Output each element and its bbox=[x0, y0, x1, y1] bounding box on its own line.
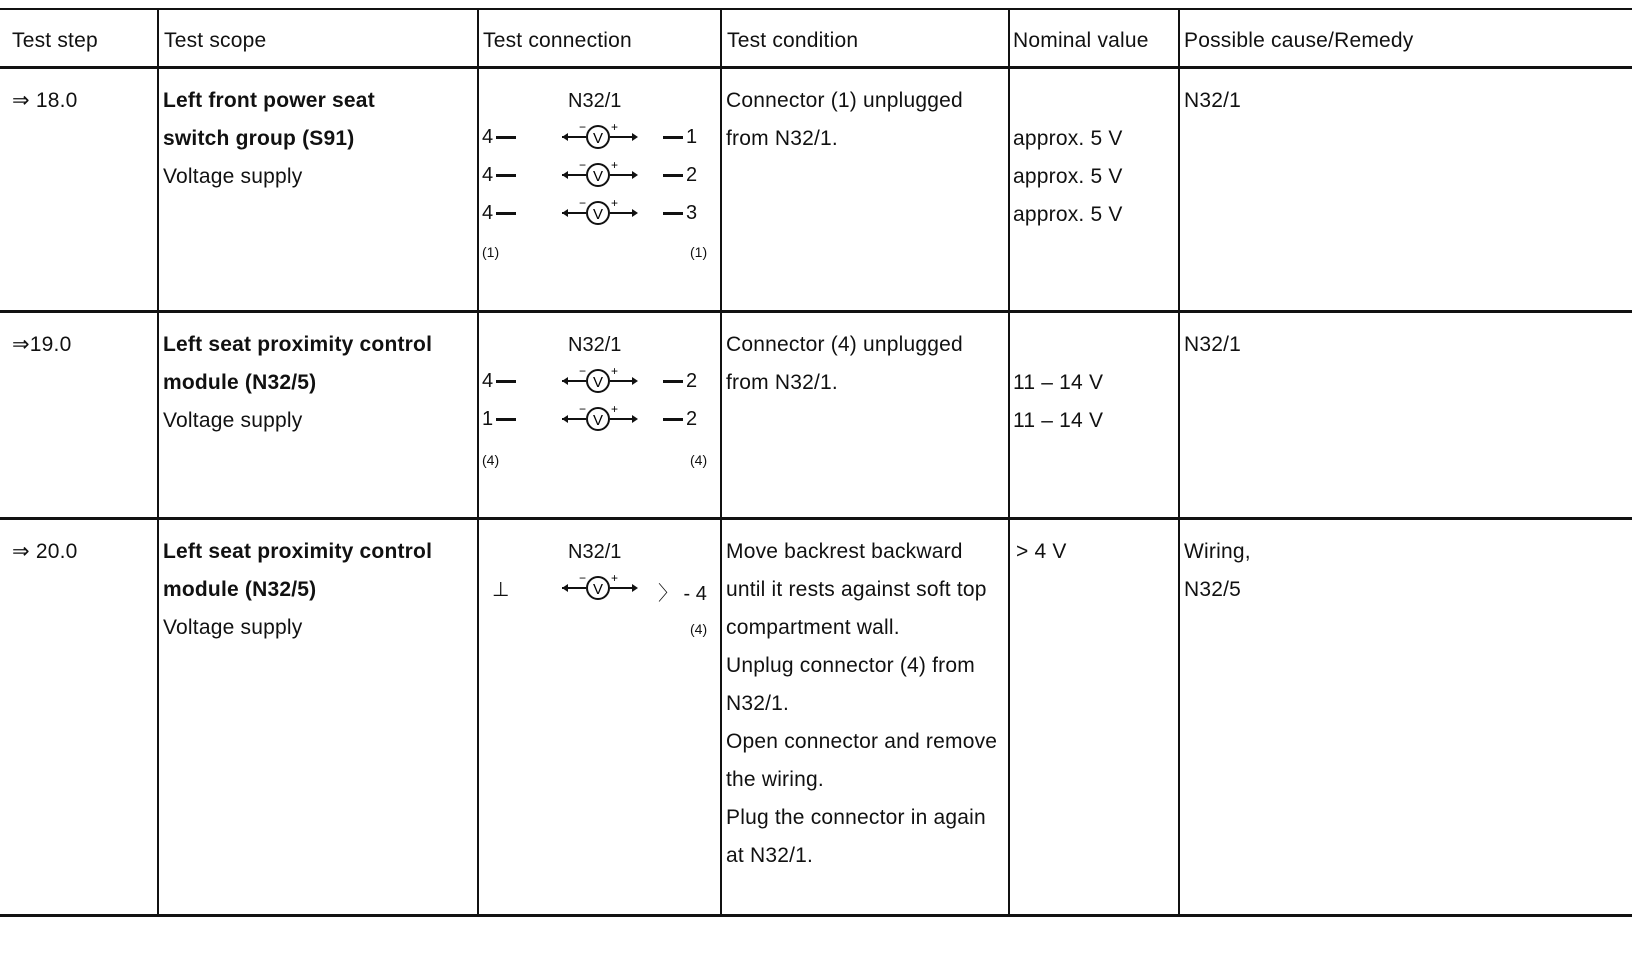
row3-scope-title-1: Left seat proximity control bbox=[163, 540, 433, 563]
row3-remedy-2: N32/5 bbox=[1184, 578, 1242, 601]
row1-scope-title-2: switch group (S91) bbox=[163, 127, 355, 150]
row3-scope bbox=[163, 533, 432, 647]
row2-pin1-left: 4 bbox=[482, 370, 519, 393]
header-remedy: Possible cause/Remedy bbox=[1184, 29, 1414, 52]
row2-scope bbox=[163, 326, 432, 440]
svg-text:V: V bbox=[592, 130, 604, 147]
row1-nominal-2: approx. 5 V bbox=[1013, 165, 1123, 188]
svg-text:+: + bbox=[611, 122, 619, 134]
row3-nominal bbox=[1016, 533, 1067, 571]
svg-text:V: V bbox=[592, 168, 604, 185]
header-nominal-value: Nominal value bbox=[1013, 29, 1149, 52]
svg-text:V: V bbox=[592, 581, 604, 598]
svg-text:V: V bbox=[592, 374, 604, 391]
row2-nominal-1: 11 – 14 V bbox=[1013, 371, 1104, 394]
row2-condition-line-2: from N32/1. bbox=[726, 371, 838, 394]
row3-remedy-1: Wiring, bbox=[1184, 540, 1251, 563]
row3-condition-line-6: Open connector and remove bbox=[726, 730, 998, 753]
row1-pin3-left: 4 bbox=[482, 202, 519, 225]
row1-conn-left-label: (1) bbox=[482, 244, 500, 260]
voltmeter-icon bbox=[558, 198, 642, 228]
row1-nominal bbox=[1013, 120, 1123, 234]
col-rule-1 bbox=[157, 8, 159, 917]
row1-pin3-right: 3 bbox=[660, 202, 697, 225]
row1-step: ⇒ 18.0 bbox=[12, 89, 78, 112]
row1-condition-line-1: Connector (1) unplugged bbox=[726, 89, 963, 112]
row3-remedy bbox=[1184, 533, 1251, 609]
row3-condition bbox=[726, 533, 997, 875]
row1-remedy-1: N32/1 bbox=[1184, 89, 1242, 112]
row1-remedy bbox=[1184, 82, 1241, 120]
row1-nominal-1: approx. 5 V bbox=[1013, 127, 1123, 150]
svg-text:−: − bbox=[579, 404, 587, 416]
row-rule-1 bbox=[0, 310, 1632, 313]
svg-text:−: − bbox=[579, 122, 587, 134]
row2-condition bbox=[726, 326, 963, 402]
voltmeter-icon bbox=[558, 404, 642, 434]
voltmeter-icon bbox=[558, 366, 642, 396]
row1-scope bbox=[163, 82, 375, 196]
row1-pin2-right: 2 bbox=[660, 164, 697, 187]
row1-nominal-3: approx. 5 V bbox=[1013, 203, 1123, 226]
svg-text:V: V bbox=[592, 412, 604, 429]
row2-conn-left-label: (4) bbox=[482, 452, 500, 468]
row2-remedy-1: N32/1 bbox=[1184, 333, 1242, 356]
svg-text:+: + bbox=[611, 404, 619, 416]
row2-conn-right-label: (4) bbox=[690, 452, 708, 468]
row3-condition-line-9: at N32/1. bbox=[726, 844, 814, 867]
row2-condition-line-1: Connector (4) unplugged bbox=[726, 333, 963, 356]
table-bottom-rule bbox=[0, 914, 1632, 917]
row2-pin2-left: 1 bbox=[482, 408, 519, 431]
svg-text:−: − bbox=[579, 366, 587, 378]
row1-pin2-left: 4 bbox=[482, 164, 519, 187]
svg-text:+: + bbox=[611, 573, 619, 585]
row3-condition-line-1: Move backrest backward bbox=[726, 540, 963, 563]
row1-pin1-left: 4 bbox=[482, 126, 519, 149]
row2-scope-subtitle: Voltage supply bbox=[163, 409, 303, 432]
row3-step: ⇒ 20.0 bbox=[12, 540, 78, 563]
row3-nominal-1: > 4 V bbox=[1016, 540, 1067, 563]
header-test-connection: Test connection bbox=[483, 29, 632, 52]
header-rule bbox=[0, 66, 1632, 69]
svg-text:+: + bbox=[611, 198, 619, 210]
svg-text:−: − bbox=[579, 198, 587, 210]
row2-conn-title: N32/1 bbox=[568, 334, 622, 356]
header-test-step: Test step bbox=[12, 29, 98, 52]
row2-pin2-right: 2 bbox=[660, 408, 697, 431]
col-rule-2 bbox=[477, 8, 479, 917]
row3-pin-right: 〉 - 4 bbox=[658, 583, 707, 605]
svg-text:V: V bbox=[592, 206, 604, 223]
row2-scope-title-1: Left seat proximity control bbox=[163, 333, 433, 356]
row1-scope-subtitle: Voltage supply bbox=[163, 165, 303, 188]
header-test-scope: Test scope bbox=[164, 29, 267, 52]
row1-conn-right-label: (1) bbox=[690, 244, 708, 260]
row1-pin1-right: 1 bbox=[660, 126, 697, 149]
voltmeter-icon bbox=[558, 160, 642, 190]
row2-scope-title-2: module (N32/5) bbox=[163, 371, 317, 394]
svg-text:−: − bbox=[579, 573, 587, 585]
row2-pin1-right: 2 bbox=[660, 370, 697, 393]
row3-condition-line-3: compartment wall. bbox=[726, 616, 900, 639]
row1-scope-title-1: Left front power seat bbox=[163, 89, 375, 112]
row-rule-2 bbox=[0, 517, 1632, 520]
row1-connection-diagram bbox=[480, 82, 720, 310]
row2-nominal-2: 11 – 14 V bbox=[1013, 409, 1104, 432]
svg-text:−: − bbox=[579, 160, 587, 172]
row2-connection-diagram bbox=[480, 326, 720, 516]
row3-condition-line-7: the wiring. bbox=[726, 768, 824, 791]
col-rule-3 bbox=[720, 8, 722, 917]
voltmeter-icon bbox=[558, 122, 642, 152]
row3-condition-line-8: Plug the connector in again bbox=[726, 806, 986, 829]
row3-condition-line-4: Unplug connector (4) from bbox=[726, 654, 975, 677]
voltmeter-icon bbox=[558, 573, 642, 603]
row1-condition bbox=[726, 82, 963, 158]
ground-icon: ⊥ bbox=[492, 579, 510, 601]
header-test-condition: Test condition bbox=[727, 29, 859, 52]
row3-condition-line-2: until it rests against soft top bbox=[726, 578, 987, 601]
row1-condition-line-2: from N32/1. bbox=[726, 127, 838, 150]
svg-text:+: + bbox=[611, 366, 619, 378]
row3-connection-diagram bbox=[480, 533, 720, 693]
row3-condition-line-5: N32/1. bbox=[726, 692, 790, 715]
row3-scope-title-2: module (N32/5) bbox=[163, 578, 317, 601]
col-rule-5 bbox=[1178, 8, 1180, 917]
row2-remedy bbox=[1184, 326, 1241, 364]
row3-conn-right-label: (4) bbox=[690, 621, 708, 637]
row2-step: ⇒19.0 bbox=[12, 333, 72, 356]
row1-conn-title: N32/1 bbox=[568, 90, 622, 112]
table-top-rule bbox=[0, 8, 1632, 10]
svg-text:+: + bbox=[611, 160, 619, 172]
row3-conn-title: N32/1 bbox=[568, 541, 622, 563]
row3-scope-subtitle: Voltage supply bbox=[163, 616, 303, 639]
col-rule-4 bbox=[1008, 8, 1010, 917]
row2-nominal bbox=[1013, 364, 1103, 440]
